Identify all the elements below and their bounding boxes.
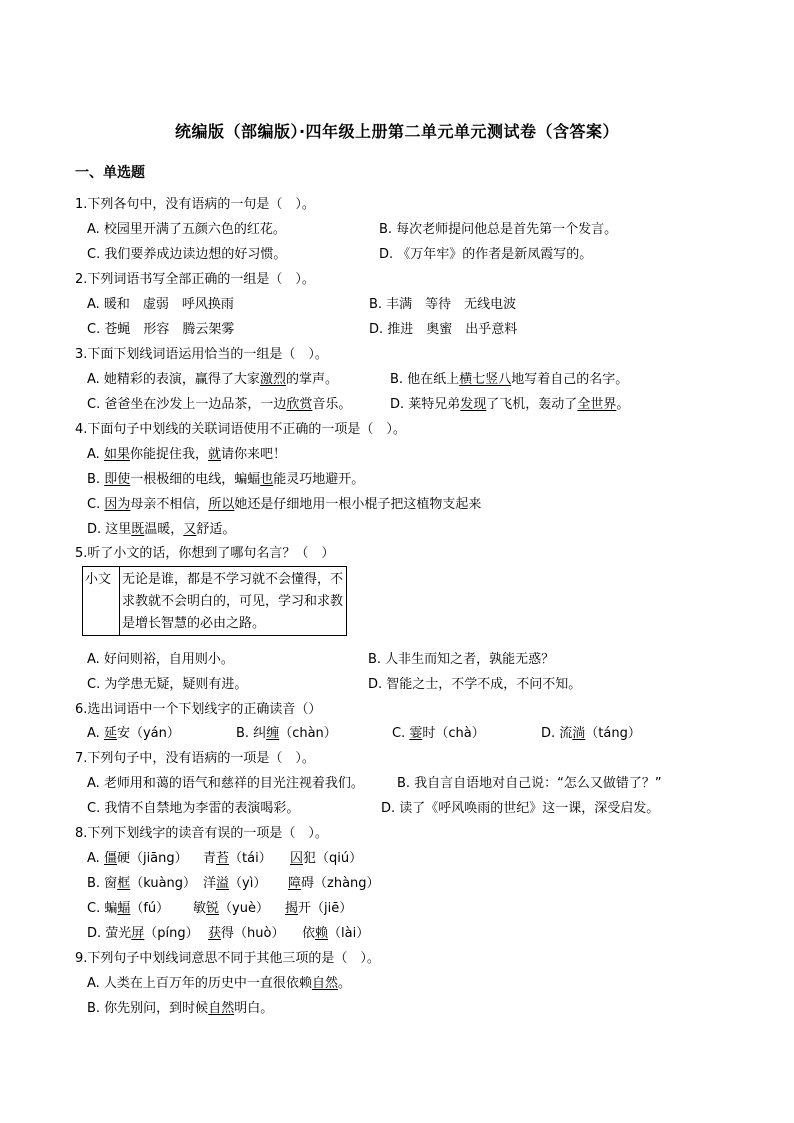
q4-option-b: B. 即使一根极细的电线，蝙蝠也能灵巧地避开。 <box>87 472 365 487</box>
question-5-stem: 5.听了小文的话，你想到了哪句名言？（ ） <box>75 546 335 561</box>
dialog-speaker: 小文 <box>83 567 120 636</box>
q6-option-d: D. 流淌（táng） <box>541 726 641 741</box>
q3-option-a: A. 她精彩的表演，赢得了大家激烈的掌声。 <box>87 372 338 387</box>
document-title: 统编版（部编版）·四年级上册第二单元单元测试卷（含答案） <box>174 122 620 141</box>
q9-option-b: B. 你先别问，到时候自然明白。 <box>87 1001 274 1016</box>
q8-option-a-item-3: 囚犯（qiú） <box>290 851 363 866</box>
q8-option-c-item-1: C. 蝙蝠（fú） <box>87 901 170 916</box>
q4-option-a: A. 如果你能捉住我，就请你来吧！ <box>87 447 286 462</box>
dialog-speech: 无论是谁，都是不学习就不会懂得，不求教就不会明白的，可见，学习和求教是增长智慧的必由之路。 <box>120 567 347 636</box>
q1-option-d: D. 《万年牢》的作者是新凤霞写的。 <box>379 247 593 262</box>
q8-option-b-item-2: 洋溢（yì） <box>203 876 267 891</box>
q5-option-a: A. 好问则裕，自用则小。 <box>87 652 234 667</box>
section-heading: 一、单选题 <box>75 165 145 181</box>
q8-option-b-item-1: B. 窗框（kuàng） <box>87 876 197 891</box>
q2-option-d: D. 推进 奥蜜 出乎意料 <box>369 322 518 337</box>
q8-option-c-item-3: 揭开（jiē） <box>285 901 353 916</box>
q2-option-a: A. 暖和 虚弱 呼风换雨 <box>87 297 234 312</box>
quote-dialog-table <box>82 566 347 636</box>
q5-option-c: C. 为学患无疑，疑则有进。 <box>87 677 248 692</box>
question-9-stem: 9.下列句子中划线词意思不同于其他三项的是（ ）。 <box>75 951 380 966</box>
q4-option-d: D. 这里既温暖，又舒适。 <box>87 522 236 537</box>
q1-option-b: B. 每次老师提问他总是首先第一个发言。 <box>379 222 618 237</box>
q6-option-b: B. 纠缠（chàn） <box>236 726 337 741</box>
q3-option-d: D. 莱特兄弟发现了飞机，轰动了全世界。 <box>390 397 630 412</box>
q6-option-a: A. 延安（yán） <box>87 726 180 741</box>
q8-option-d-item-2: 获得（huò） <box>208 926 285 941</box>
q7-option-a: A. 老师用和蔼的语气和慈祥的目光注视着我们。 <box>87 776 364 791</box>
q8-option-c-item-2: 敏锐（yuè） <box>193 901 269 916</box>
q8-option-d-item-3: 依赖（lài） <box>302 926 370 941</box>
q2-option-c: C. 苍蝇 形容 腾云架雾 <box>87 322 235 337</box>
q7-option-c: C. 我情不自禁地为李雷的表演喝彩。 <box>87 801 300 816</box>
q8-option-b-item-3: 障碍（zhàng） <box>288 876 380 891</box>
question-7-stem: 7.下列句子中，没有语病的一项是（ ）。 <box>75 751 315 766</box>
q8-option-a-item-2: 青苔（tái） <box>203 851 272 866</box>
question-4-stem: 4.下面句子中划线的关联词语使用不正确的一项是（ ）。 <box>75 422 406 437</box>
q5-option-d: D. 智能之士，不学不成，不问不知。 <box>368 677 582 692</box>
q1-option-c: C. 我们要养成边读边想的好习惯。 <box>87 247 287 262</box>
question-8-stem: 8.下列下划线字的读音有误的一项是（ ）。 <box>75 826 328 841</box>
q3-option-b: B. 他在纸上横七竖八地写着自己的名字。 <box>390 372 629 387</box>
q8-option-a-item-1: A. 僵硬（jiāng） <box>87 851 188 866</box>
q2-option-b: B. 丰满 等待 无线电波 <box>369 297 517 312</box>
q9-option-a: A. 人类在上百万年的历史中一直很依赖自然。 <box>87 976 351 991</box>
q4-option-c: C. 因为母亲不相信，所以她还是仔细地用一根小棍子把这植物支起来 <box>87 497 482 512</box>
q7-option-b: B. 我自言自语地对自己说：“怎么又做错了？” <box>397 776 662 791</box>
question-3-stem: 3.下面下划线词语运用恰当的一组是（ ）。 <box>75 347 328 362</box>
q8-option-d-item-1: D. 萤光屏（píng） <box>87 926 199 941</box>
q6-option-c: C. 霎时（chà） <box>392 726 485 741</box>
q5-option-b: B. 人非生而知之者，孰能无惑？ <box>368 652 555 667</box>
q3-option-c: C. 爸爸坐在沙发上一边品茶，一边欣赏音乐。 <box>87 397 352 412</box>
question-6-stem: 6.选出词语中一个下划线字的正确读音（） <box>75 702 322 717</box>
question-1-stem: 1.下列各句中，没有语病的一句是（ ）。 <box>75 197 315 212</box>
question-2-stem: 2.下列词语书写全部正确的一组是（ ）。 <box>75 272 315 287</box>
q7-option-d: D. 读了《呼风唤雨的世纪》这一课，深受启发。 <box>381 801 660 816</box>
q1-option-a: A. 校园里开满了五颜六色的红花。 <box>87 222 286 237</box>
